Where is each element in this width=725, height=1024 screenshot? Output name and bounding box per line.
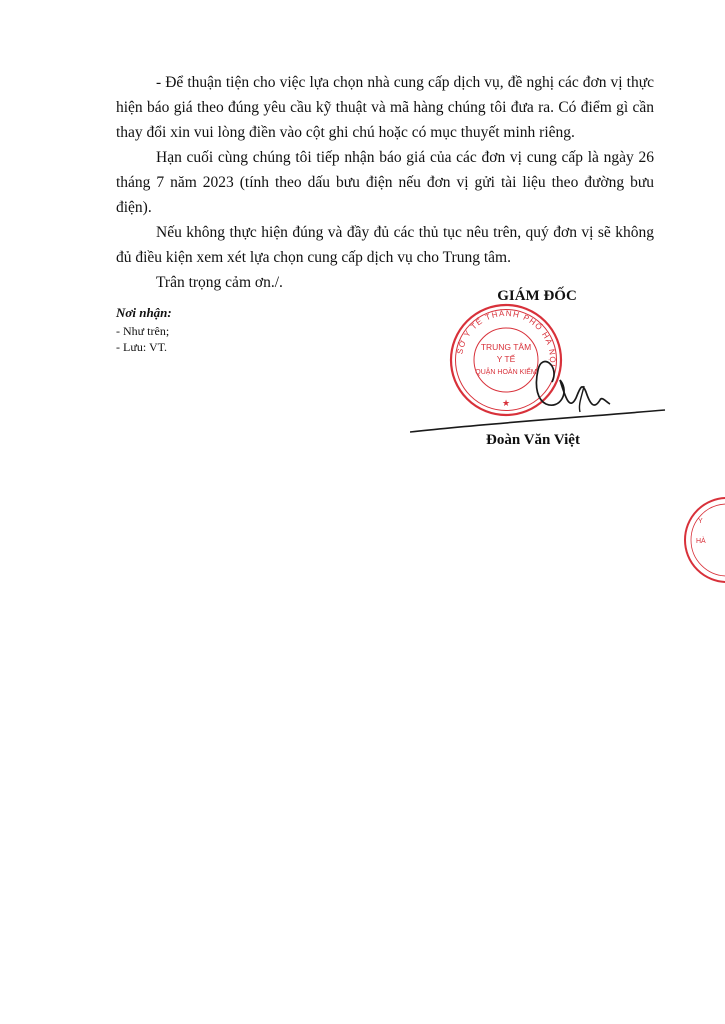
- svg-text:Y: Y: [698, 518, 703, 525]
- svg-text:Y TẾ: Y TẾ: [496, 354, 516, 364]
- paragraph-supplier-requirements: - Để thuận tiện cho việc lựa chọn nhà cung cấp dịch vụ, đề nghị các đơn vị thực hiện báo giá theo đúng yêu cầu kỹ thuật và mã hàng chúng tôi đưa ra. Có điểm gì cần thay đổi xin vui lòng điền vào cột ghi chú hoặc có mục thuyết minh riêng.: [116, 74, 654, 141]
- svg-text:HÀ: HÀ: [696, 538, 706, 545]
- paragraph-closing: Trân trọng cảm ơn./.: [156, 274, 283, 291]
- svg-text:SỞ Y TẾ THÀNH PHỐ HÀ NỘI: SỞ Y TẾ THÀNH PHỐ HÀ NỘI: [455, 308, 558, 369]
- paragraph-deadline: Hạn cuối cùng chúng tôi tiếp nhận báo giá của các đơn vị cung cấp là ngày 26 tháng 7 năm 2023 (tính theo dấu bưu điện nếu đơn vị gửi tài liệu theo đường bưu điện).: [116, 149, 654, 216]
- recipient-item: - Lưu: VT.: [116, 340, 168, 354]
- signer-name: Đoàn Văn Việt: [486, 432, 580, 448]
- handwritten-signature: [410, 340, 670, 440]
- svg-text:TRUNG TÂM: TRUNG TÂM: [480, 342, 532, 352]
- recipients-heading: Nơi nhận:: [116, 305, 172, 320]
- signature-title: GIÁM ĐỐC: [497, 288, 577, 304]
- svg-text:QUẬN HOÀN KIẾM: QUẬN HOÀN KIẾM: [475, 369, 537, 376]
- paragraph-conditions: Nếu không thực hiện đúng và đầy đủ các thủ tục nêu trên, quý đơn vị sẽ không đủ điều kiện xem xét lựa chọn cung cấp dịch vụ cho Trung tâm.: [116, 224, 654, 266]
- recipient-item: - Như trên;: [116, 324, 170, 338]
- recipients-block: [116, 305, 172, 355]
- svg-text:★: ★: [501, 399, 511, 409]
- partial-stamp-edge: [672, 495, 725, 585]
- letter-body: [116, 70, 654, 295]
